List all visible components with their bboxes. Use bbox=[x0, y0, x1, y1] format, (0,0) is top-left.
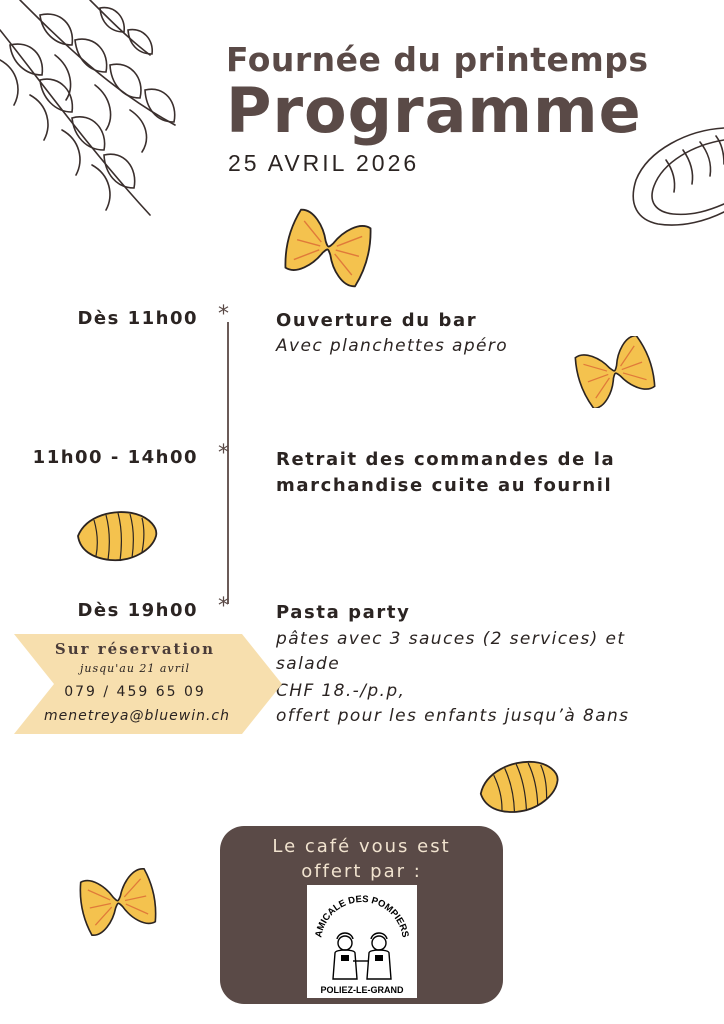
reservation-phone: 079 / 459 65 09 bbox=[64, 684, 206, 700]
event-title: Pasta party bbox=[276, 602, 411, 623]
conchiglie-pasta-icon bbox=[74, 506, 160, 564]
event-detail-line: pâtes avec 3 sauces (2 services) et bbox=[276, 629, 626, 649]
asterisk-icon: * bbox=[218, 302, 229, 327]
conchiglie-pasta-icon bbox=[476, 756, 562, 816]
asterisk-icon: * bbox=[218, 594, 229, 619]
wheat-icon bbox=[0, 0, 190, 225]
reservation-deadline: jusqu'au 21 avril bbox=[80, 662, 190, 675]
farfalle-pasta-icon bbox=[284, 208, 372, 288]
page-title: Programme bbox=[226, 74, 642, 147]
farfalle-pasta-icon bbox=[76, 866, 160, 938]
cafe-text bbox=[220, 834, 503, 884]
svg-text:POLIEZ-LE-GRAND: POLIEZ-LE-GRAND bbox=[320, 985, 404, 995]
firefighters-logo bbox=[307, 885, 417, 998]
event-time: Dès 19h00 bbox=[77, 600, 198, 621]
event-subtitle: Avec planchettes apéro bbox=[276, 336, 509, 356]
event-detail-line: CHF 18.-/p.p, bbox=[276, 681, 406, 701]
event-detail-line: offert pour les enfants jusqu’à 8ans bbox=[276, 706, 630, 726]
asterisk-icon: * bbox=[218, 441, 229, 466]
cafe-text-line: offert par : bbox=[301, 861, 422, 882]
event-time: Dès 11h00 bbox=[77, 308, 198, 329]
event-time: 11h00 - 14h00 bbox=[32, 447, 198, 468]
svg-text:AMICALE DES POMPIERS: AMICALE DES POMPIERS bbox=[313, 893, 411, 939]
reservation-email: menetreya@bluewin.ch bbox=[44, 708, 230, 724]
cafe-text-line: Le café vous est bbox=[272, 836, 451, 857]
event-date: 25 AVRIL 2026 bbox=[228, 150, 420, 176]
event-title: Retrait des commandes de la bbox=[276, 449, 616, 470]
event-title: Ouverture du bar bbox=[276, 310, 478, 331]
reservation-title: Sur réservation bbox=[54, 640, 216, 658]
subtitle: Fournée du printemps bbox=[226, 40, 649, 79]
event-detail-line: salade bbox=[276, 654, 341, 674]
event-title: marchandise cuite au fournil bbox=[276, 475, 613, 496]
